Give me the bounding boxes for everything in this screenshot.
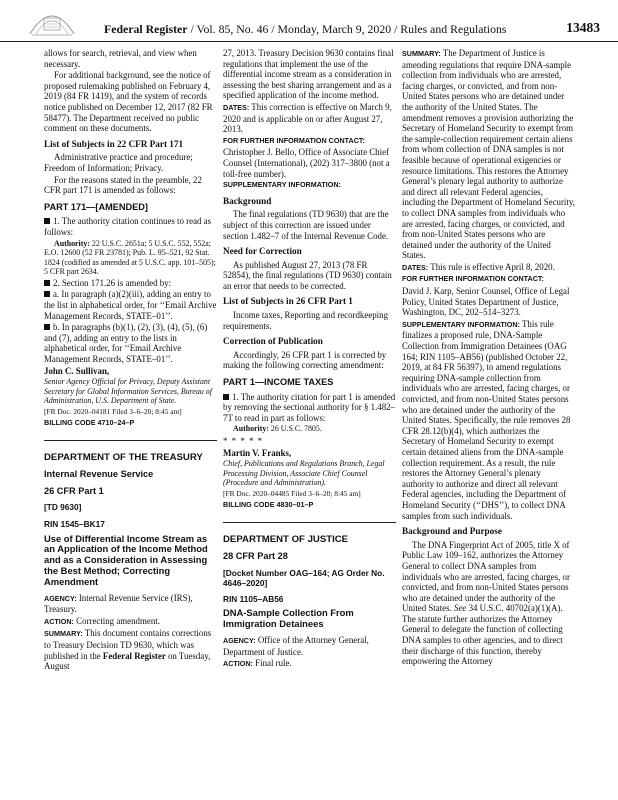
supplementary-paragraph: SUPPLEMENTARY INFORMATION: This rule finalizes a proposed rule, DNA-Sample Collection from Immigration Detainees (OAG 164; RIN 1105–AB56) (published October 22, 2019, at 84 FR 56397), to amend regulations requiring DNA-sample collection from individuals who are arrested, facing charges, or convicted, and from non-United States persons who are detained under the authority of the United States. Specifically, the rule removes 28 CFR 28.12(b)(4), which authorizes the Secretary of Homeland Security to exempt certain detained aliens from the DNA-sample collection requirement. As a result, the rule restores the Attorney General’s plenary authority to authorize and direct all relevant Federal agencies, including the Department of Homeland Security (‘‘DHS’’), to collect DNA samples from such individuals. (402, 318, 571, 521)
cfr-part: 28 CFR Part 28 (223, 551, 288, 562)
paragraph: allows for search, retrieval, and view when necessary. (44, 48, 197, 69)
amendment-instruction: a. In paragraph (a)(2)(iii), adding an entry to the list in alphabetical order, for ‘‘Email Archive Management Records, STATE–01’’. (44, 289, 217, 321)
authority-label: Authority: (54, 238, 90, 248)
paragraph: As published August 27, 2013 (78 FR 52854), the final regulations (TD 9630) contain an error that needs to be corrected. (223, 259, 392, 291)
divider (44, 440, 217, 441)
journal-name: Federal Register (104, 22, 188, 36)
agency-line: AGENCY: Office of the Attorney General, Department of Justice. (223, 634, 369, 657)
paragraph: The final regulations (TD 9630) that are the subject of this correction are issued under section 1.482–7 of the Internal Revenue Code. (223, 209, 389, 241)
paragraph: The DNA Fingerprint Act of 2005, title X of Public Law 109–162, authorizes the Attorney General to collect DNA samples from individuals who are arrested, facing charges, or convicted, and from non-United States persons who are detained under the authority of the United States. See 34 U.S.C. 40702(a)(1)(A). The statute further authorizes the Attorney General to delegate the function of collecting DNA samples to other agencies, and to direct their discharge of this function, thereby empowering the Attorney (402, 539, 570, 667)
section-heading: Correction of Publication (223, 336, 323, 347)
column-1 (44, 48, 217, 673)
bullet-icon (44, 324, 50, 330)
page-header (0, 0, 618, 42)
fr-doc-line: [FR Doc. 2020–04485 Filed 3–6–20; 8:45 am] (223, 488, 361, 498)
department-heading: DEPARTMENT OF JUSTICE (223, 533, 349, 545)
contact-text: David J. Karp, Senior Counsel, Office of Legal Policy, United States Department of Justice, Washington, DC, 202–514–3273. (402, 286, 570, 318)
signer-title: Chief, Publications and Regulations Branch, Legal Processing Division, Associate Chief Counsel (Procedure and Administration). (223, 459, 385, 488)
amendment-instruction: b. In paragraphs (b)(1), (2), (3), (4), (5), (6) and (7), adding an entry to the lists in alphabetical order, for ‘‘Email Archive Management Records, STATE–01’’. (44, 322, 208, 365)
issue-info: / Vol. 85, No. 46 / Monday, March 9, 2020 / Rules and Regulations (187, 22, 507, 36)
part-heading: PART 171—[AMENDED] (44, 201, 148, 212)
document-title: DNA-Sample Collection From Immigration Detainees (223, 607, 354, 630)
authority-citation: Authority: 26 U.S.C. 7805. (233, 424, 322, 434)
amendment-instruction: 2. Section 171.26 is amended by: (44, 278, 217, 289)
amendment-instruction: 1. The authority citation for part 1 is amended by removing the sectional authority for § 1.482–7T to read in part as follows: (223, 391, 396, 423)
dates-line: DATES: This rule is effective April 8, 2020. (402, 261, 555, 272)
paragraph: 27, 2013. Treasury Decision 9630 contains final regulations that implement the use of the differential income stream as a consideration in assessing the best sharing arrangement and as a specified application of the income method. (223, 48, 394, 101)
summary-paragraph: SUMMARY: This document contains corrections to Treasury Decision TD 9630, which was published in the Federal Register on Tuesday, August (44, 628, 212, 672)
divider (223, 522, 396, 523)
paragraph: For the reasons stated in the preamble, 22 CFR part 171 is amended as follows: (44, 174, 202, 196)
agency-name: Internal Revenue Service (44, 469, 154, 480)
section-heading: Background and Purpose (402, 526, 502, 537)
see-signal: See (454, 603, 467, 614)
td-number: [TD 9630] (44, 502, 82, 513)
bullet-icon (44, 218, 50, 224)
contact-label: FOR FURTHER INFORMATION CONTACT: (402, 274, 544, 284)
page-number: 13483 (566, 20, 600, 35)
dates-line: DATES: This correction is effective on March 9, 2020 and is applicable on or after August 27, 2013. (223, 101, 392, 135)
amendment-instruction: 1. The authority citation continues to read as follows: (44, 216, 212, 237)
running-header (104, 22, 506, 37)
section-heading: List of Subjects in 22 CFR Part 171 (44, 138, 184, 149)
bullet-icon (223, 394, 229, 400)
department-heading: DEPARTMENT OF THE TREASURY (44, 451, 203, 463)
action-line: ACTION: Final rule. (223, 658, 292, 669)
bullet-icon (44, 291, 50, 297)
billing-code: BILLING CODE 4830–01–P (223, 499, 314, 509)
bullet-icon (44, 280, 50, 286)
cfr-part: 26 CFR Part 1 (44, 485, 104, 496)
fr-doc-line: [FR Doc. 2020–04181 Filed 3–6–20; 8:45 am] (44, 407, 182, 416)
federal-register-ref: Federal Register (102, 650, 166, 661)
section-heading: Background (223, 195, 272, 206)
paragraph: For additional background, see the notice of proposed rulemaking published on February 4, 2019 (84 FR 1419), and the system of records notice published on December 12, 2017 (82 FR 58477). The Department received no public comment on these documents. (44, 70, 213, 134)
rin-number: RIN 1105–AB56 (223, 593, 284, 604)
contact-text: Christopher J. Bello, Office of Associate Chief Counsel (International), (202) 317–3800 (not a toll-free number). (223, 147, 390, 179)
signer-title: Senior Agency Official for Privacy, Deputy Assistant Secretary for Global Information Services, Bureau of Administration, U.S. Department of State. (44, 377, 212, 406)
paragraph: Administrative practice and procedure; Freedom of Information; Privacy. (44, 152, 193, 173)
signer-name: Martin V. Franks, (223, 447, 292, 458)
government-info-seal-icon (26, 4, 78, 38)
rin-number: RIN 1545–BK17 (44, 518, 105, 529)
ellipsis-stars: * * * * * (223, 436, 264, 446)
docket-number: [Docket Number OAG–164; AG Order No. 4646–2020] (223, 567, 385, 588)
paragraph: Accordingly, 26 CFR part 1 is corrected by making the following correcting amendment: (223, 349, 387, 371)
signer-name: John C. Sullivan, (44, 365, 110, 376)
contact-label: FOR FURTHER INFORMATION CONTACT: (223, 135, 365, 145)
column-3 (402, 48, 575, 668)
part-heading: PART 1—INCOME TAXES (223, 377, 334, 388)
section-heading: Need for Correction (223, 246, 302, 257)
agency-line: AGENCY: Internal Revenue Service (IRS), Treasury. (44, 592, 193, 615)
action-line: ACTION: Correcting amendment. (44, 615, 160, 626)
billing-code: BILLING CODE 4710–24–P (44, 418, 135, 427)
authority-citation: Authority: 22 U.S.C. 2651a; 5 U.S.C. 552, 552a; E.O. 12600 (52 FR 23781); Pub. L. 95–521, 92 Stat. 1824 (codified as amended at 5 U.S.C. app. 101–505); 5 CFR part 2634. (44, 238, 216, 277)
paragraph: Income taxes, Reporting and recordkeeping requirements. (223, 310, 389, 331)
supplementary-label: SUPPLEMENTARY INFORMATION: (223, 180, 341, 190)
section-heading: List of Subjects in 26 CFR Part 1 (223, 296, 353, 307)
column-2 (223, 48, 396, 671)
document-title: Use of Differential Income Stream as an Application of the Income Method and as a Consideration in Assessing the Best Method; Correcting Amendment (44, 532, 208, 587)
summary-paragraph: SUMMARY: The Department of Justice is amending regulations that require DNA-sample collection from individuals who are arrested, facing charges, or convicted, and from non-United States persons who are detained under the authority of the United States. The amendment removes a provision authorizing the Secretary of Homeland Security to exempt from the sample-collection requirement certain aliens from whom collection of DNA samples is not feasible because of operational exigencies or resource limitations. This restores the Attorney General’s plenary legal authority to authorize and direct all relevant Federal agencies, including the Department of Homeland Security, to collect DNA samples from individuals who are arrested, facing charges, or convicted, and from non-United States persons who are detained under the authority of the United States. (402, 48, 575, 261)
